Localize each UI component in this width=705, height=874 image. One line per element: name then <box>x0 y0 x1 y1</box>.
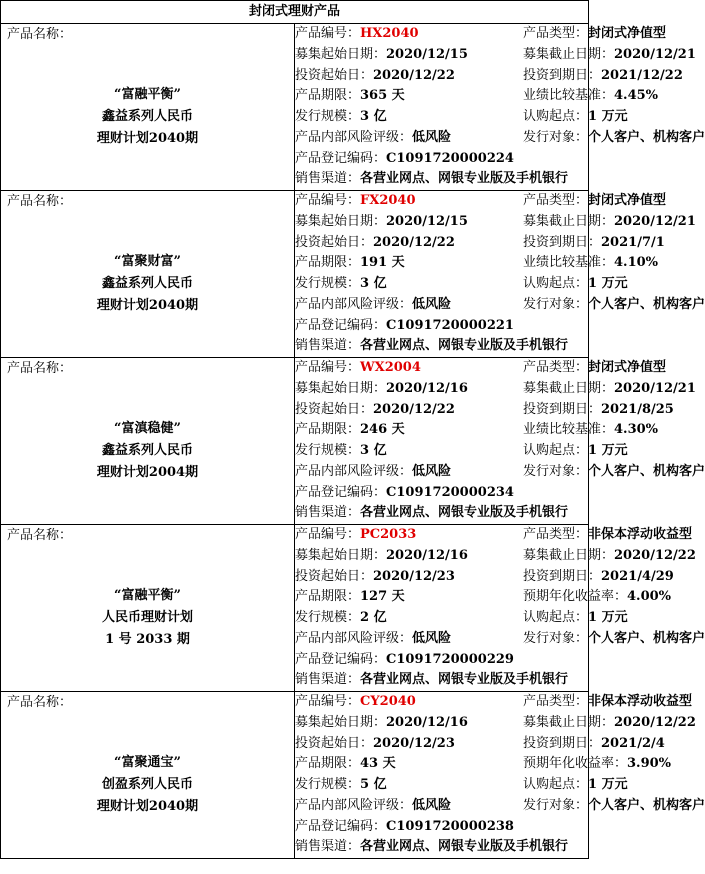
risk-rating: 低风险 <box>412 797 452 813</box>
issue-scale: 2 亿 <box>360 610 387 625</box>
invest-end-date: 2021/12/22 <box>601 67 683 83</box>
invest-end-label: 投资到期日： <box>523 67 602 83</box>
product-name-line3: 理财计划2004期 <box>96 465 199 480</box>
invest-start-label: 投资起始日： <box>295 568 374 584</box>
detail-row <box>295 546 696 567</box>
detail-row <box>295 817 588 838</box>
title-row <box>1 1 589 24</box>
product-row <box>1 692 589 859</box>
product-name-cell <box>1 692 295 859</box>
code-label: 产品编号： <box>295 694 361 709</box>
raise-start-date: 2020/12/16 <box>386 380 468 396</box>
invest-start-date: 2020/12/22 <box>373 401 455 417</box>
min-subscription: 1 万元 <box>588 610 628 625</box>
name-label: 产品名称： <box>7 361 73 376</box>
issue-target: 个人客户、机构客户 <box>588 797 705 813</box>
risk-label: 产品内部风险评级： <box>295 630 413 646</box>
detail-row <box>295 441 628 462</box>
product-row <box>1 191 589 358</box>
detail-row <box>295 567 674 588</box>
detail-row <box>295 837 588 858</box>
invest-start-label: 投资起始日： <box>295 67 374 83</box>
min-subscription: 1 万元 <box>588 777 628 792</box>
product-term: 43 天 <box>360 756 396 772</box>
target-label: 发行对象： <box>523 630 589 646</box>
min-label: 认购起点： <box>523 109 589 124</box>
raise-start-date: 2020/12/16 <box>386 714 468 730</box>
detail-row <box>295 734 665 755</box>
term-label: 产品期限： <box>295 88 361 104</box>
product-name-line2: 鑫益系列人民币 <box>101 443 193 458</box>
issue-scale: 3 亿 <box>360 443 387 458</box>
invest-start-label: 投资起始日： <box>295 234 374 250</box>
detail-row <box>295 128 705 149</box>
benchmark-value: 4.45% <box>614 88 659 104</box>
product-code: CY2040 <box>360 694 416 709</box>
benchmark-value: 3.90% <box>627 756 672 772</box>
product-name-line2: 鑫益系列人民币 <box>101 109 193 124</box>
target-label: 发行对象： <box>523 463 589 479</box>
term-label: 产品期限： <box>295 589 361 605</box>
registration-code: C1091720000229 <box>386 651 514 667</box>
name-label: 产品名称： <box>7 695 73 710</box>
product-name-line1: “富融平衡” <box>114 87 181 102</box>
invest-end-date: 2021/7/1 <box>601 234 665 250</box>
product-name-cell <box>1 24 295 191</box>
risk-label: 产品内部风险评级： <box>295 463 413 479</box>
target-label: 发行对象： <box>523 296 589 312</box>
product-name-line1: “富融平衡” <box>114 588 181 603</box>
risk-rating: 低风险 <box>412 129 452 145</box>
product-name-line2: 创盈系列人民币 <box>101 777 193 792</box>
issue-scale: 3 亿 <box>360 109 387 124</box>
risk-rating: 低风险 <box>412 463 452 479</box>
detail-row <box>295 670 588 691</box>
product-detail-cell <box>295 358 705 525</box>
detail-row <box>295 503 588 524</box>
raise-end-date: 2020/12/21 <box>614 46 696 62</box>
benchmark-label: 业绩比较基准： <box>523 422 615 438</box>
detail-row <box>295 149 588 170</box>
raise-start-label: 募集起始日期： <box>295 380 387 396</box>
channel-label: 销售渠道： <box>295 672 361 688</box>
product-name-line1: “富聚财富” <box>114 254 181 269</box>
invest-start-label: 投资起始日： <box>295 401 374 417</box>
invest-start-date: 2020/12/22 <box>373 234 455 250</box>
product-name-line2: 人民币理财计划 <box>101 610 193 625</box>
detail-row <box>295 713 696 734</box>
product-type: 非保本浮动收益型 <box>588 527 693 542</box>
scale-label: 发行规模： <box>295 276 361 291</box>
sales-channel: 各营业网点、网银专业版及手机银行 <box>360 171 569 187</box>
product-term: 246 天 <box>360 422 405 438</box>
detail-row <box>295 66 683 87</box>
product-term: 365 天 <box>360 88 405 104</box>
target-label: 发行对象： <box>523 129 589 145</box>
benchmark-label: 业绩比较基准： <box>523 88 615 104</box>
product-name-cell <box>1 358 295 525</box>
reg-label: 产品登记编码： <box>295 150 387 166</box>
benchmark-value: 4.10% <box>614 255 659 271</box>
detail-row <box>295 692 693 713</box>
product-type: 非保本浮动收益型 <box>588 694 693 709</box>
invest-start-label: 投资起始日： <box>295 735 374 751</box>
product-name <box>1 418 294 484</box>
detail-row <box>295 107 628 128</box>
detail-row <box>295 379 696 400</box>
raise-start-label: 募集起始日期： <box>295 46 387 62</box>
issue-target: 个人客户、机构客户 <box>588 630 705 646</box>
type-label: 产品类型： <box>523 26 589 41</box>
invest-end-date: 2021/2/4 <box>601 735 665 751</box>
code-label: 产品编号： <box>295 360 361 375</box>
min-label: 认购起点： <box>523 276 589 291</box>
detail-row <box>295 274 628 295</box>
reg-label: 产品登记编码： <box>295 317 387 333</box>
raise-end-label: 募集截止日期： <box>523 213 615 229</box>
sales-channel: 各营业网点、网银专业版及手机银行 <box>360 839 569 855</box>
product-detail-cell <box>295 191 705 358</box>
benchmark-label: 预期年化收益率： <box>523 756 628 772</box>
raise-start-label: 募集起始日期： <box>295 547 387 563</box>
product-name-cell <box>1 191 295 358</box>
product-name-line3: 理财计划2040期 <box>96 799 199 814</box>
min-label: 认购起点： <box>523 610 589 625</box>
name-label: 产品名称： <box>7 194 73 209</box>
invest-end-date: 2021/8/25 <box>601 401 674 417</box>
sales-channel: 各营业网点、网银专业版及手机银行 <box>360 338 569 354</box>
product-code: PC2033 <box>360 527 417 542</box>
detail-row <box>295 754 672 775</box>
detail-row <box>295 796 705 817</box>
product-name-line3: 理财计划2040期 <box>96 131 199 146</box>
reg-label: 产品登记编码： <box>295 651 387 667</box>
min-label: 认购起点： <box>523 443 589 458</box>
product-row <box>1 358 589 525</box>
detail-row <box>295 358 667 379</box>
registration-code: C1091720000238 <box>386 818 514 834</box>
raise-end-label: 募集截止日期： <box>523 46 615 62</box>
detail-row <box>295 86 659 107</box>
table-title: 封闭式理财产品 <box>1 1 589 24</box>
product-name-line2: 鑫益系列人民币 <box>101 276 193 291</box>
product-detail-cell <box>295 692 705 859</box>
invest-end-label: 投资到期日： <box>523 568 602 584</box>
raise-end-label: 募集截止日期： <box>523 714 615 730</box>
invest-end-date: 2021/4/29 <box>601 568 674 584</box>
registration-code: C1091720000224 <box>386 150 514 166</box>
detail-row <box>295 483 588 504</box>
term-label: 产品期限： <box>295 255 361 271</box>
product-type: 封闭式净值型 <box>588 360 667 375</box>
scale-label: 发行规模： <box>295 109 361 124</box>
benchmark-value: 4.30% <box>614 422 659 438</box>
invest-start-date: 2020/12/23 <box>373 568 455 584</box>
issue-scale: 5 亿 <box>360 777 387 792</box>
raise-end-label: 募集截止日期： <box>523 547 615 563</box>
issue-scale: 3 亿 <box>360 276 387 291</box>
sales-channel: 各营业网点、网银专业版及手机银行 <box>360 672 569 688</box>
raise-end-date: 2020/12/21 <box>614 380 696 396</box>
raise-end-label: 募集截止日期： <box>523 380 615 396</box>
risk-rating: 低风险 <box>412 296 452 312</box>
code-label: 产品编号： <box>295 26 361 41</box>
reg-label: 产品登记编码： <box>295 484 387 500</box>
detail-row <box>295 295 705 316</box>
invest-end-label: 投资到期日： <box>523 735 602 751</box>
sales-channel: 各营业网点、网银专业版及手机银行 <box>360 505 569 521</box>
product-name-line3: 1 号 2033 期 <box>105 632 190 647</box>
product-detail-cell <box>295 525 705 692</box>
issue-target: 个人客户、机构客户 <box>588 463 705 479</box>
detail-row <box>295 525 693 546</box>
detail-row <box>295 24 667 45</box>
benchmark-label: 预期年化收益率： <box>523 589 628 605</box>
min-subscription: 1 万元 <box>588 276 628 291</box>
detail-row <box>295 212 696 233</box>
product-code: FX2040 <box>360 193 416 208</box>
channel-label: 销售渠道： <box>295 505 361 521</box>
detail-row <box>295 629 705 650</box>
detail-row <box>295 253 659 274</box>
detail-row <box>295 608 628 629</box>
raise-end-date: 2020/12/22 <box>614 714 696 730</box>
type-label: 产品类型： <box>523 193 589 208</box>
code-label: 产品编号： <box>295 527 361 542</box>
issue-target: 个人客户、机构客户 <box>588 296 705 312</box>
scale-label: 发行规模： <box>295 443 361 458</box>
product-rows <box>1 24 705 859</box>
name-label: 产品名称： <box>7 528 73 543</box>
raise-end-date: 2020/12/22 <box>614 547 696 563</box>
term-label: 产品期限： <box>295 756 361 772</box>
product-name-cell <box>1 525 295 692</box>
term-label: 产品期限： <box>295 422 361 438</box>
detail-row <box>295 316 588 337</box>
product-detail-cell <box>295 24 705 191</box>
reg-label: 产品登记编码： <box>295 818 387 834</box>
channel-label: 销售渠道： <box>295 338 361 354</box>
product-code: HX2040 <box>360 26 419 41</box>
registration-code: C1091720000221 <box>386 317 514 333</box>
detail-row <box>295 233 665 254</box>
detail-row <box>295 587 672 608</box>
detail-row <box>295 775 628 796</box>
min-label: 认购起点： <box>523 777 589 792</box>
product-name <box>1 585 294 651</box>
product-name-line3: 理财计划2040期 <box>96 298 199 313</box>
min-subscription: 1 万元 <box>588 109 628 124</box>
code-label: 产品编号： <box>295 193 361 208</box>
product-code: WX2004 <box>360 360 421 375</box>
risk-label: 产品内部风险评级： <box>295 296 413 312</box>
detail-row <box>295 462 705 483</box>
product-term: 127 天 <box>360 589 405 605</box>
product-name <box>1 84 294 150</box>
product-type: 封闭式净值型 <box>588 26 667 41</box>
raise-start-date: 2020/12/16 <box>386 547 468 563</box>
invest-end-label: 投资到期日： <box>523 401 602 417</box>
type-label: 产品类型： <box>523 694 589 709</box>
issue-target: 个人客户、机构客户 <box>588 129 705 145</box>
name-label: 产品名称： <box>7 27 73 42</box>
risk-label: 产品内部风险评级： <box>295 129 413 145</box>
benchmark-value: 4.00% <box>627 589 672 605</box>
type-label: 产品类型： <box>523 360 589 375</box>
raise-start-label: 募集起始日期： <box>295 213 387 229</box>
min-subscription: 1 万元 <box>588 443 628 458</box>
target-label: 发行对象： <box>523 797 589 813</box>
product-name <box>1 251 294 317</box>
risk-rating: 低风险 <box>412 630 452 646</box>
type-label: 产品类型： <box>523 527 589 542</box>
raise-end-date: 2020/12/21 <box>614 213 696 229</box>
detail-row <box>295 45 696 66</box>
product-row <box>1 525 589 692</box>
raise-start-label: 募集起始日期： <box>295 714 387 730</box>
invest-start-date: 2020/12/22 <box>373 67 455 83</box>
channel-label: 销售渠道： <box>295 171 361 187</box>
detail-row <box>295 169 588 190</box>
detail-row <box>295 420 659 441</box>
product-type: 封闭式净值型 <box>588 193 667 208</box>
raise-start-date: 2020/12/15 <box>386 46 468 62</box>
channel-label: 销售渠道： <box>295 839 361 855</box>
raise-start-date: 2020/12/15 <box>386 213 468 229</box>
product-name <box>1 752 294 818</box>
product-term: 191 天 <box>360 255 405 271</box>
detail-row <box>295 336 588 357</box>
detail-row <box>295 191 667 212</box>
risk-label: 产品内部风险评级： <box>295 797 413 813</box>
detail-row <box>295 400 674 421</box>
scale-label: 发行规模： <box>295 610 361 625</box>
product-row <box>1 24 589 191</box>
scale-label: 发行规模： <box>295 777 361 792</box>
product-name-line1: “富滇稳健” <box>114 421 181 436</box>
invest-start-date: 2020/12/23 <box>373 735 455 751</box>
product-name-line1: “富聚通宝” <box>114 755 181 770</box>
registration-code: C1091720000234 <box>386 484 514 500</box>
invest-end-label: 投资到期日： <box>523 234 602 250</box>
benchmark-label: 业绩比较基准： <box>523 255 615 271</box>
detail-row <box>295 650 588 671</box>
